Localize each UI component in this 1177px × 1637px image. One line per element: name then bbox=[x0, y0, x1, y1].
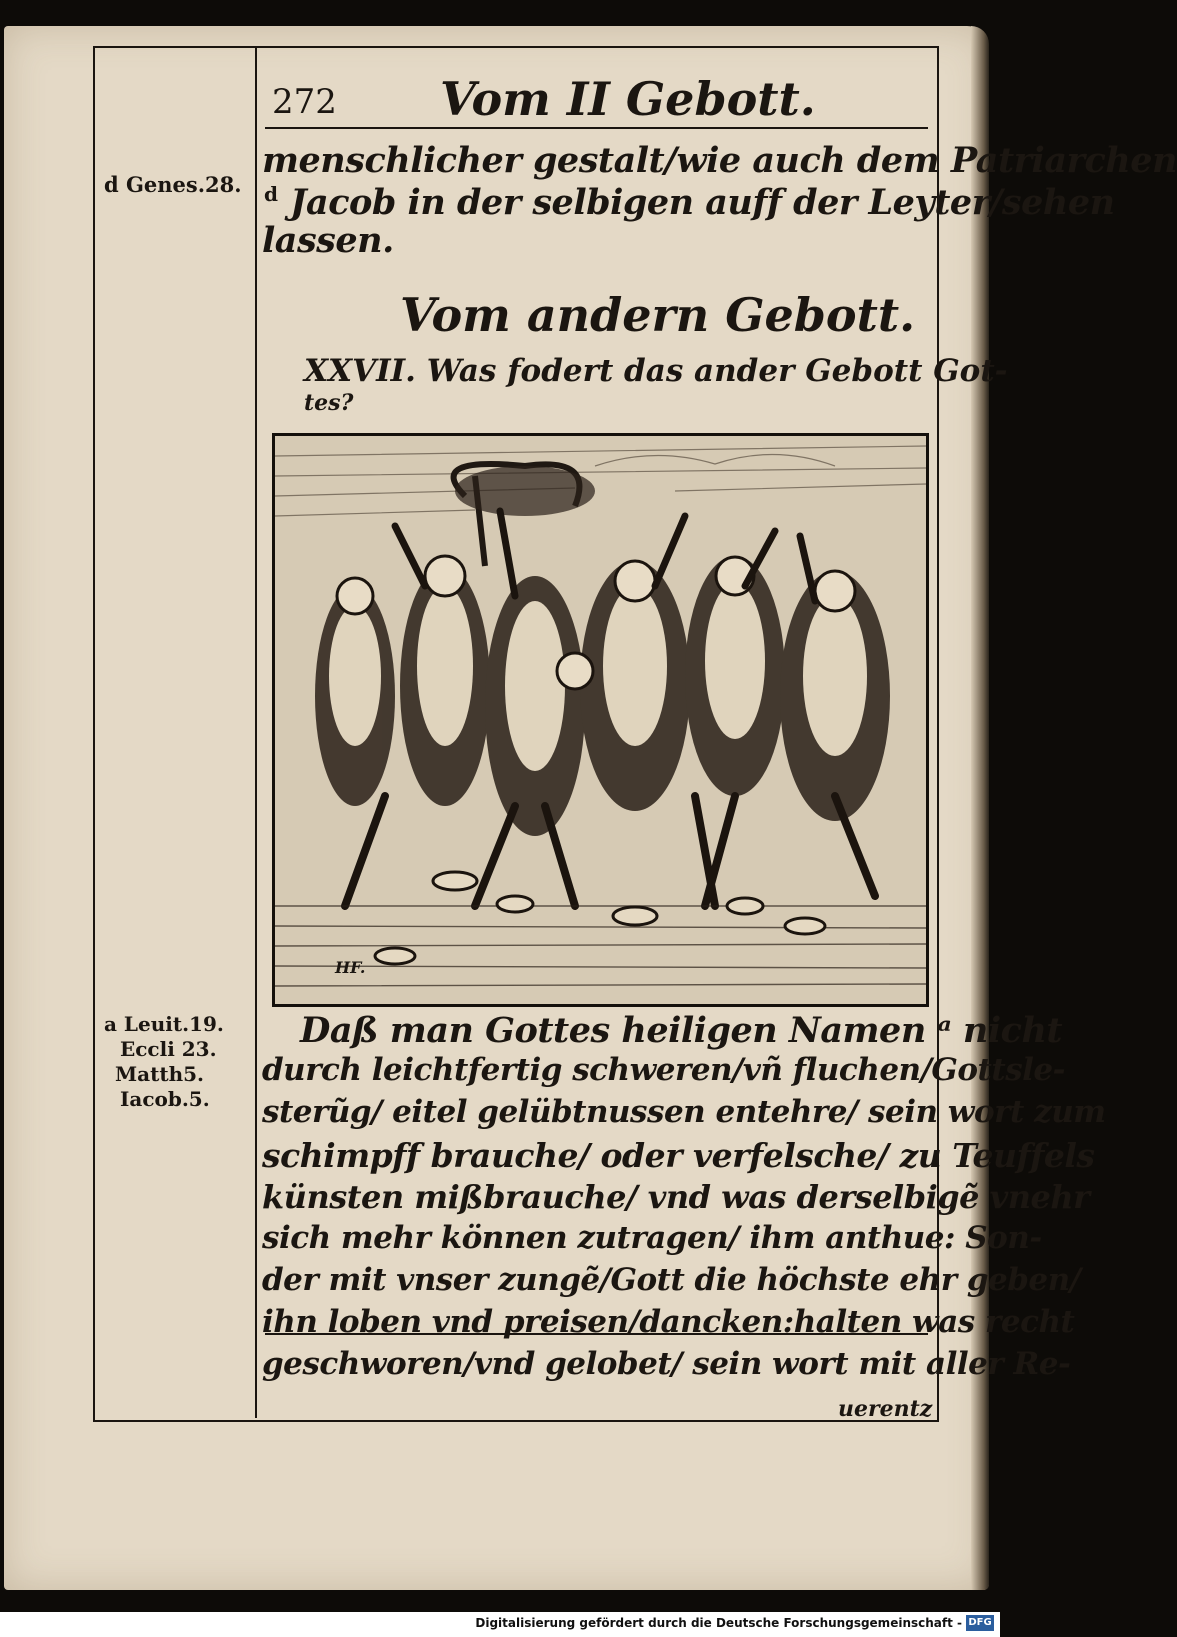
dfg-logo: DFG bbox=[966, 1615, 994, 1631]
digitization-credit: Digitalisierung gefördert durch die Deutsche Forschungsgemeinschaft - bbox=[475, 1616, 962, 1630]
body-line: lassen. bbox=[262, 220, 394, 261]
section-heading: Vom andern Gebott. bbox=[400, 288, 916, 342]
body-line: ihn loben vnd preisen/dancken:halten was recht bbox=[262, 1304, 1075, 1340]
body-line: geschworen/vnd gelobet/ sein wort mit aller Re- bbox=[262, 1346, 1071, 1382]
woodcut-drawing bbox=[275, 436, 926, 1004]
note-marker: d bbox=[264, 182, 278, 206]
margin-rule bbox=[255, 46, 257, 1418]
body-line: Daß man Gottes heiligen Namen ᵃ nicht bbox=[300, 1010, 1063, 1051]
header-rule bbox=[265, 127, 928, 129]
running-title: Vom II Gebott. bbox=[440, 72, 816, 126]
margin-ref: Matth5. bbox=[115, 1062, 204, 1086]
body-line: schimpff brauche/ oder verfelsche/ zu Teuffels bbox=[262, 1136, 1095, 1175]
body-line: sterũg/ eitel gelübtnussen entehre/ sein wort zum bbox=[262, 1094, 1106, 1130]
woodcut-monogram: HF. bbox=[335, 958, 366, 977]
question-line-2: tes? bbox=[304, 390, 354, 416]
margin-ref: Eccli 23. bbox=[120, 1037, 217, 1061]
page-number: 272 bbox=[272, 82, 337, 122]
body-line: durch leichtfertig schweren/vñ fluchen/Gottsle- bbox=[262, 1052, 1066, 1088]
catchword: uerentz bbox=[838, 1396, 933, 1422]
woodcut-illustration bbox=[272, 433, 929, 1007]
question-line-1: XXVII. Was fodert das ander Gebott Got- bbox=[304, 353, 1008, 389]
body-line: menschlicher gestalt/wie auch dem Patriarchen bbox=[262, 140, 1177, 181]
body-line: künsten mißbrauche/ vnd was derselbigẽ vnehr bbox=[262, 1178, 1090, 1216]
body-line: der mit vnser zungẽ/Gott die höchste ehr geben/ bbox=[262, 1262, 1081, 1298]
body-line: sich mehr können zutragen/ ihm anthue: Son- bbox=[262, 1220, 1042, 1256]
margin-note-genesis: d Genes.28. bbox=[104, 172, 242, 197]
body-line: Jacob in der selbigen auff der Leyter/sehen bbox=[290, 182, 1115, 223]
margin-ref: a Leuit.19. bbox=[104, 1012, 224, 1036]
margin-ref: Iacob.5. bbox=[120, 1087, 210, 1111]
